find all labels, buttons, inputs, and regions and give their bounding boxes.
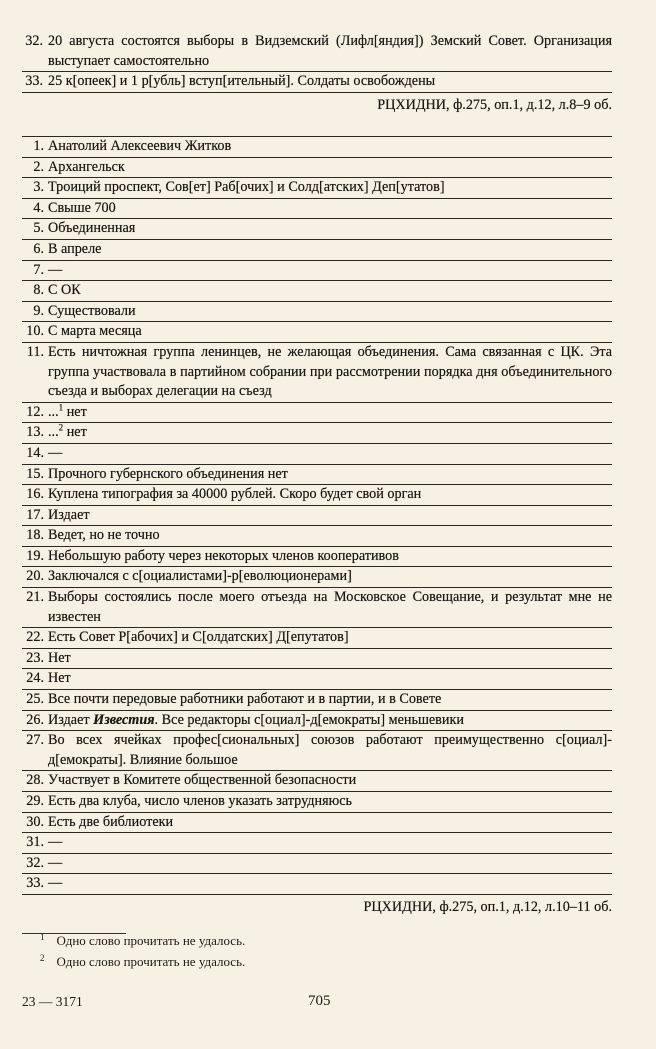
answer-number: 31. bbox=[26, 834, 44, 851]
answer-number: 8. bbox=[33, 282, 44, 299]
printer-signature: 23 — 3171 bbox=[22, 994, 83, 1009]
answer-number: 26. bbox=[26, 711, 44, 728]
answer-row bbox=[22, 240, 612, 261]
answer-row bbox=[22, 261, 612, 282]
answer-number: 33. bbox=[26, 875, 44, 892]
answer-text: Заключался с с[оциалистами]-р[еволюционерами] bbox=[48, 568, 352, 585]
answer-prefix: ... bbox=[48, 424, 59, 441]
answer-number: 24. bbox=[26, 670, 44, 687]
answer-number: 22. bbox=[26, 629, 44, 646]
answer-number: 18. bbox=[26, 527, 44, 544]
answer-number: 25. bbox=[26, 691, 44, 708]
answer-row bbox=[22, 158, 612, 179]
answer-text: С марта месяца bbox=[48, 323, 142, 340]
answer-row bbox=[22, 219, 612, 240]
answer-number: 15. bbox=[26, 465, 44, 482]
answer-number: 33. bbox=[25, 73, 43, 90]
answer-row bbox=[22, 485, 612, 506]
answer-number: 27. bbox=[26, 732, 44, 749]
answer-number: 32. bbox=[26, 854, 44, 871]
answer-row bbox=[22, 465, 612, 486]
answer-text: С ОК bbox=[48, 282, 81, 299]
answer-number: 20. bbox=[26, 568, 44, 585]
answer-number: 4. bbox=[33, 199, 44, 216]
answer-text: Издает bbox=[48, 506, 90, 523]
answer-row bbox=[22, 813, 612, 834]
answer-row bbox=[22, 178, 612, 199]
answer-prefix: Издает bbox=[48, 711, 94, 728]
answer-number: 23. bbox=[26, 649, 44, 666]
answer-text: — bbox=[48, 261, 63, 278]
answer-row bbox=[22, 690, 612, 711]
answer-number: 3. bbox=[33, 179, 44, 196]
footnote-ref: 1 bbox=[58, 401, 64, 412]
answer-text: Анатолий Алексеевич Житков bbox=[48, 138, 232, 154]
answer-text: Нет bbox=[48, 649, 71, 666]
answer-text: Все почти передовые работники работают и в партии, и в Совете bbox=[48, 691, 442, 708]
answer-row bbox=[22, 649, 612, 670]
answer-text: Объединенная bbox=[48, 220, 136, 237]
answer-row bbox=[22, 32, 612, 72]
answer-number: 9. bbox=[33, 302, 44, 319]
answer-row bbox=[22, 281, 612, 302]
footnote bbox=[40, 953, 245, 971]
answer-row bbox=[22, 526, 612, 547]
newspaper-title: Известия bbox=[93, 711, 155, 728]
footnote-mark: 1 bbox=[40, 931, 45, 942]
answer-number: 32. bbox=[25, 33, 43, 49]
answer-text: В апреле bbox=[48, 240, 102, 257]
answer-row bbox=[22, 403, 612, 424]
answer-row bbox=[22, 567, 612, 588]
answer-number: 21. bbox=[26, 589, 44, 606]
answer-text: Прочного губернского объединения нет bbox=[48, 465, 288, 482]
answer-text bbox=[48, 711, 612, 731]
answer-text: Во всех ячейках профес[сиональных] союзов работают преимущественно с[оциал]-д[емократы]. Влияние большое bbox=[48, 732, 612, 768]
answer-row bbox=[22, 711, 612, 732]
answer-row bbox=[22, 444, 612, 465]
answer-text: Архангельск bbox=[48, 158, 125, 175]
answer-row bbox=[22, 833, 612, 854]
answer-row bbox=[22, 199, 612, 220]
answer-number: 12. bbox=[26, 403, 44, 420]
answer-number: 16. bbox=[26, 486, 44, 503]
answer-rest: нет bbox=[63, 424, 87, 441]
answer-prefix: ... bbox=[48, 403, 59, 420]
answer-rest: . Все редакторы с[оциал]-д[емократы] меньшевики bbox=[154, 711, 464, 728]
answer-rest: нет bbox=[63, 403, 87, 420]
answer-row bbox=[22, 588, 612, 628]
answer-text bbox=[48, 403, 612, 423]
questionnaire-answers bbox=[22, 136, 612, 917]
answer-row bbox=[22, 547, 612, 568]
answer-number: 11. bbox=[26, 343, 44, 360]
page-number: 705 bbox=[308, 993, 331, 1009]
answer-number: 17. bbox=[26, 506, 44, 523]
answer-text: Существовали bbox=[48, 302, 136, 319]
answer-text: — bbox=[48, 444, 63, 461]
answer-number: 29. bbox=[26, 793, 44, 809]
answer-text: Выборы состоялись после моего отъезда на Московское Совещание, и результат мне не известен bbox=[48, 589, 612, 625]
answer-row bbox=[22, 792, 612, 813]
answer-row bbox=[22, 136, 612, 158]
answer-number: 13. bbox=[26, 424, 44, 441]
answer-text: Участвует в Комитете общественной безопасности bbox=[48, 772, 357, 789]
footnote-text: Одно слово прочитать не удалось. bbox=[56, 933, 246, 948]
answer-text: Ведет, но не точно bbox=[48, 527, 160, 544]
answer-text: — bbox=[48, 875, 63, 892]
answer-row bbox=[22, 771, 612, 792]
answer-number: 14. bbox=[26, 444, 44, 461]
answer-row bbox=[22, 72, 612, 93]
answer-number: 2. bbox=[33, 158, 44, 175]
answer-row bbox=[22, 302, 612, 323]
answer-row bbox=[22, 731, 612, 771]
answer-number: 5. bbox=[33, 220, 44, 237]
answer-row bbox=[22, 506, 612, 527]
answer-text: Есть две библиотеки bbox=[48, 813, 174, 830]
answer-text: — bbox=[48, 854, 63, 871]
answer-number: 7. bbox=[33, 261, 44, 278]
answer-text: 20 августа состоятся выборы в Видземский (Лифл[яндия]) Земский Совет. Организация выступает самостоятельно bbox=[48, 33, 612, 69]
answer-text: — bbox=[48, 834, 63, 851]
answer-row bbox=[22, 423, 612, 444]
answer-text: Есть ничтожная группа ленинцев, не желающая объединения. Сама связанная с ЦК. Эта группа участвовала в партийном собрании при рассмотрении порядка дня объединительного съезда и выборах делегации на съезд bbox=[48, 343, 612, 400]
answer-number: 19. bbox=[26, 547, 44, 564]
answer-text: 25 к[опеек] и 1 р[убль] вступ[ительный]. Солдаты освобождены bbox=[48, 73, 436, 90]
footnote bbox=[40, 932, 245, 950]
answer-row bbox=[22, 343, 612, 403]
footnote-text: Одно слово прочитать не удалось. bbox=[56, 954, 246, 969]
footnote-ref: 2 bbox=[58, 422, 64, 433]
answer-text: Есть Совет Р[абочих] и С[олдатских] Д[епутатов] bbox=[48, 629, 349, 646]
answer-number: 30. bbox=[26, 813, 44, 830]
answer-text: Троиций проспект, Сов[ет] Раб[очих] и Солд[атских] Деп[утатов] bbox=[48, 179, 445, 196]
answer-row bbox=[22, 874, 612, 895]
answer-text: Есть два клуба, число членов указать затрудняюсь bbox=[48, 793, 352, 809]
answer-text: Небольшую работу через некоторых членов кооперативов bbox=[48, 547, 399, 564]
answer-row bbox=[22, 669, 612, 690]
answer-row bbox=[22, 628, 612, 649]
answer-text: Свыше 700 bbox=[48, 199, 116, 216]
answer-row bbox=[22, 854, 612, 875]
answer-number: 1. bbox=[33, 138, 44, 154]
archive-source: РЦХИДНИ, ф.275, оп.1, д.12, л.8–9 об. bbox=[377, 96, 612, 113]
answer-text: Куплена типография за 40000 рублей. Скоро будет свой орган bbox=[48, 486, 422, 503]
previous-questionnaire-tail bbox=[22, 32, 612, 115]
answer-row bbox=[22, 322, 612, 343]
answer-text bbox=[48, 423, 612, 443]
answer-number: 6. bbox=[33, 240, 44, 257]
answer-number: 10. bbox=[26, 323, 44, 340]
answer-text: Нет bbox=[48, 670, 71, 687]
answer-number: 28. bbox=[26, 772, 44, 789]
archive-source: РЦХИДНИ, ф.275, оп.1, д.12, л.10–11 об. bbox=[363, 898, 612, 915]
footnote-mark: 2 bbox=[40, 952, 45, 963]
